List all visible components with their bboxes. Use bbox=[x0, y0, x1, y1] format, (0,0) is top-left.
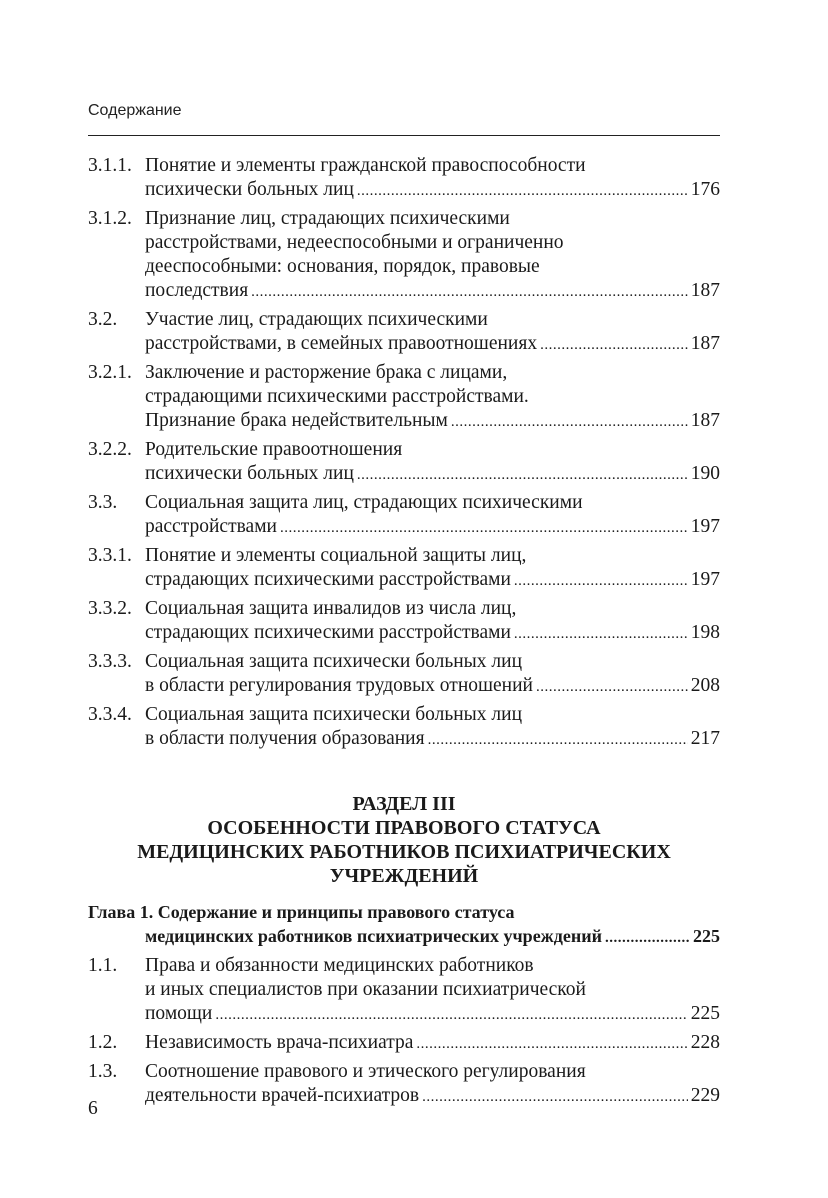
toc-content bbox=[88, 154, 720, 1113]
toc-entry-line: Понятие и элементы гражданской правоспособности bbox=[145, 155, 586, 176]
dot-leader bbox=[422, 1085, 688, 1109]
toc-entry-page: 217 bbox=[690, 728, 720, 749]
toc-entry-body bbox=[145, 361, 720, 434]
toc-entry-line: Социальная защита инвалидов из числа лиц, bbox=[145, 598, 517, 619]
dot-leader bbox=[416, 1032, 687, 1056]
toc-entry-body bbox=[145, 438, 720, 487]
toc-entry-page: 198 bbox=[690, 622, 720, 643]
chapter-title-end: медицинских работников психиатрических учреждений bbox=[145, 926, 602, 946]
toc-entry[interactable] bbox=[88, 597, 720, 646]
dot-leader bbox=[451, 410, 688, 434]
toc-entry-number: 3.1.2. bbox=[88, 208, 132, 229]
dot-leader bbox=[605, 926, 690, 950]
section-title-line: ОСОБЕННОСТИ ПРАВОВОГО СТАТУСА bbox=[207, 817, 601, 839]
toc-entry[interactable] bbox=[88, 491, 720, 540]
chapter-title: Глава 1. Содержание и принципы правового статуса bbox=[88, 902, 515, 922]
toc-entry-line: Социальная защита лиц, страдающих психическими bbox=[145, 492, 583, 513]
toc-entry-body bbox=[145, 703, 720, 752]
toc-entry-last-line bbox=[145, 279, 720, 304]
toc-entry-line: Понятие и элементы социальной защиты лиц, bbox=[145, 545, 527, 566]
toc-entry-title-end: последствия bbox=[145, 280, 249, 301]
dot-leader bbox=[536, 675, 688, 699]
running-header: Содержание bbox=[88, 102, 182, 119]
toc-entry-page: 187 bbox=[690, 280, 720, 301]
toc-entry-number: 1.2. bbox=[88, 1032, 118, 1053]
toc-entry-last-line bbox=[145, 674, 720, 699]
toc-entry-last-line bbox=[145, 1084, 720, 1109]
toc-entry-last-line bbox=[145, 621, 720, 646]
toc-entry-number: 3.3.2. bbox=[88, 598, 132, 619]
toc-entry-title-end: Признание брака недействительным bbox=[145, 410, 448, 431]
toc-entry-number: 3.2.2. bbox=[88, 439, 132, 460]
toc-entry-page: 187 bbox=[690, 410, 720, 431]
toc-list-top bbox=[88, 154, 720, 752]
toc-entry-title-end: расстройствами bbox=[145, 516, 277, 537]
dot-leader bbox=[357, 179, 688, 203]
dot-leader bbox=[514, 622, 688, 646]
toc-entry-number: 3.3. bbox=[88, 492, 118, 513]
toc-entry-line: дееспособными: основания, порядок, правовые bbox=[145, 256, 540, 277]
toc-entry[interactable] bbox=[88, 954, 720, 1027]
section-title-line: УЧРЕЖДЕНИЙ bbox=[329, 865, 479, 887]
toc-entry-number: 3.2. bbox=[88, 309, 118, 330]
header-rule bbox=[88, 135, 720, 136]
toc-entry-title-end: помощи bbox=[145, 1003, 213, 1024]
toc-entry-body bbox=[145, 207, 720, 304]
toc-entry-body bbox=[145, 1031, 720, 1056]
dot-leader bbox=[215, 1003, 687, 1027]
toc-entry-number: 1.1. bbox=[88, 955, 118, 976]
toc-entry-last-line bbox=[145, 568, 720, 593]
toc-entry[interactable] bbox=[88, 361, 720, 434]
toc-entry-page: 187 bbox=[690, 333, 720, 354]
toc-entry-body bbox=[145, 491, 720, 540]
chapter-page: 225 bbox=[693, 926, 720, 946]
toc-entry-line: Соотношение правового и этического регулирования bbox=[145, 1061, 586, 1082]
dot-leader bbox=[357, 463, 688, 487]
toc-entry-line: Заключение и расторжение брака с лицами, bbox=[145, 362, 508, 383]
toc-entry-line: Признание лиц, страдающих психическими bbox=[145, 208, 510, 229]
chapter-last-line bbox=[88, 924, 720, 950]
toc-entry[interactable] bbox=[88, 207, 720, 304]
dot-leader bbox=[251, 280, 688, 304]
toc-entry-body bbox=[145, 544, 720, 593]
toc-entry-body bbox=[145, 650, 720, 699]
toc-entry-page: 208 bbox=[690, 675, 720, 696]
toc-entry-line: страдающими психическими расстройствами. bbox=[145, 386, 529, 407]
toc-entry-line: Социальная защита психически больных лиц bbox=[145, 651, 523, 672]
toc-entry-number: 3.3.1. bbox=[88, 545, 132, 566]
toc-entry-line: и иных специалистов при оказании психиатрической bbox=[145, 979, 586, 1000]
toc-entry[interactable] bbox=[88, 1031, 720, 1056]
toc-entry-number: 3.3.3. bbox=[88, 651, 132, 672]
toc-entry-line: Участие лиц, страдающих психическими bbox=[145, 309, 488, 330]
toc-entry-line: расстройствами, недееспособными и ограниченно bbox=[145, 232, 564, 253]
toc-entry-last-line bbox=[145, 515, 720, 540]
section-title-line: МЕДИЦИНСКИХ РАБОТНИКОВ ПСИХИАТРИЧЕСКИХ bbox=[137, 841, 671, 863]
toc-entry-page: 176 bbox=[690, 179, 720, 200]
toc-entry[interactable] bbox=[88, 438, 720, 487]
section-heading bbox=[88, 792, 720, 888]
toc-entry-title-end: Независимость врача-психиатра bbox=[145, 1032, 414, 1053]
toc-entry-number: 3.2.1. bbox=[88, 362, 132, 383]
dot-leader bbox=[540, 333, 688, 357]
toc-entry-title-end: страдающих психическими расстройствами bbox=[145, 569, 511, 590]
toc-entry[interactable] bbox=[88, 308, 720, 357]
toc-list-bottom bbox=[88, 954, 720, 1109]
toc-entry-body bbox=[145, 954, 720, 1027]
page-number: 6 bbox=[88, 1098, 98, 1119]
toc-entry-body bbox=[145, 597, 720, 646]
toc-entry-page: 190 bbox=[690, 463, 720, 484]
toc-entry-number: 3.3.4. bbox=[88, 704, 132, 725]
toc-entry[interactable] bbox=[88, 1060, 720, 1109]
toc-entry-title-end: в области получения образования bbox=[145, 728, 425, 749]
toc-entry-body bbox=[145, 154, 720, 203]
toc-entry-line: Родительские правоотношения bbox=[145, 439, 403, 460]
toc-entry-body bbox=[145, 308, 720, 357]
toc-entry-last-line bbox=[145, 1031, 720, 1056]
toc-entry-last-line bbox=[145, 178, 720, 203]
toc-entry-title-end: расстройствами, в семейных правоотношениях bbox=[145, 333, 538, 354]
toc-entry-body bbox=[145, 1060, 720, 1109]
section-number: РАЗДЕЛ III bbox=[352, 793, 456, 815]
toc-entry-title-end: психически больных лиц bbox=[145, 463, 354, 484]
toc-entry-line: Социальная защита психически больных лиц bbox=[145, 704, 523, 725]
toc-entry-title-end: психически больных лиц bbox=[145, 179, 354, 200]
toc-entry-title-end: в области регулирования трудовых отношений bbox=[145, 675, 533, 696]
toc-entry-last-line bbox=[145, 1002, 720, 1027]
dot-leader bbox=[428, 728, 688, 752]
toc-entry-last-line bbox=[145, 462, 720, 487]
toc-entry[interactable] bbox=[88, 154, 720, 203]
toc-entry[interactable] bbox=[88, 650, 720, 699]
dot-leader bbox=[280, 516, 688, 540]
toc-entry-page: 228 bbox=[690, 1032, 720, 1053]
chapter-entry[interactable] bbox=[88, 900, 720, 950]
toc-entry[interactable] bbox=[88, 544, 720, 593]
toc-entry-page: 229 bbox=[690, 1085, 720, 1106]
toc-entry-title-end: страдающих психическими расстройствами bbox=[145, 622, 511, 643]
toc-entry-title-end: деятельности врачей-психиатров bbox=[145, 1085, 420, 1106]
toc-entry-page: 225 bbox=[690, 1003, 720, 1024]
toc-entry[interactable] bbox=[88, 703, 720, 752]
toc-entry-page: 197 bbox=[690, 516, 720, 537]
toc-entry-last-line bbox=[145, 332, 720, 357]
toc-entry-page: 197 bbox=[690, 569, 720, 590]
dot-leader bbox=[514, 569, 688, 593]
toc-entry-number: 3.1.1. bbox=[88, 155, 132, 176]
toc-entry-number: 1.3. bbox=[88, 1061, 118, 1082]
toc-entry-last-line bbox=[145, 727, 720, 752]
toc-entry-last-line bbox=[145, 409, 720, 434]
toc-entry-line: Права и обязанности медицинских работников bbox=[145, 955, 534, 976]
